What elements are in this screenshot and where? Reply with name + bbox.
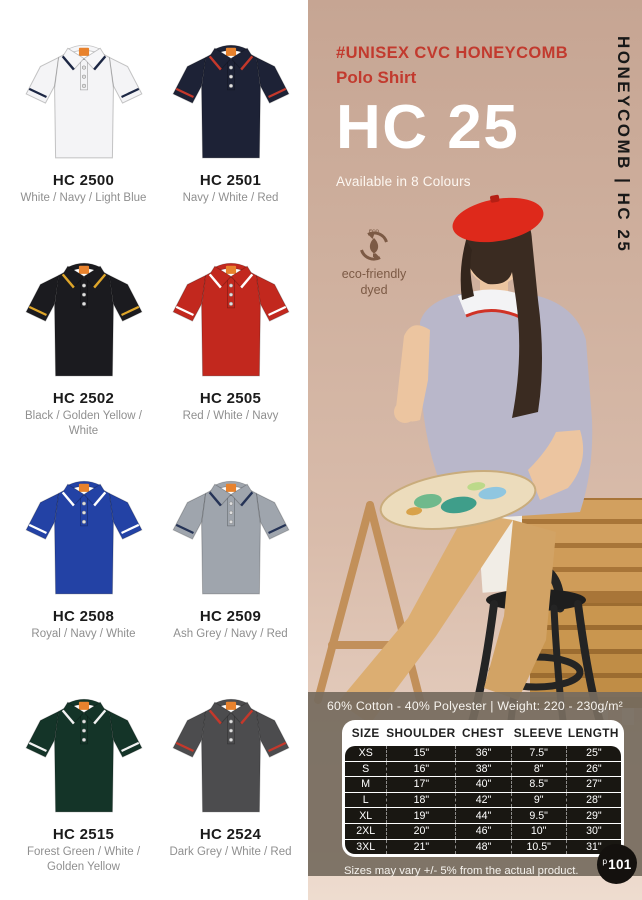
size-cell: 28"	[566, 793, 621, 808]
size-cell: 7.5"	[511, 746, 566, 761]
eco-friendly-mark	[332, 228, 416, 298]
title-block	[336, 44, 568, 189]
polo-shirt-image	[10, 250, 157, 388]
size-cell: 42"	[455, 793, 510, 808]
polo-shirt-image	[157, 250, 304, 388]
polo-shirt-image	[157, 468, 304, 606]
product-colorway: Ash Grey / Navy / Red	[173, 628, 288, 640]
size-cell: 15"	[386, 746, 455, 761]
polo-shirt-vector	[160, 686, 302, 820]
size-row	[345, 823, 621, 839]
product-colorway: Black / Golden Yellow / White	[25, 410, 142, 437]
eco-badge-text: ECO	[369, 228, 379, 234]
product-code: HC 2508	[52, 608, 115, 625]
product-code: HC 2509	[199, 608, 262, 625]
size-cell: 10.5"	[511, 840, 566, 855]
size-cell: M	[361, 778, 371, 791]
product-colorway: Forest Green / White / Golden Yellow	[26, 846, 141, 873]
polo-shirt-vector	[13, 686, 155, 820]
size-cell: 9.5"	[511, 808, 566, 823]
availability-note: Available in 8 Colours	[336, 174, 471, 189]
size-cell: 20"	[386, 824, 455, 839]
size-cell: XS	[358, 747, 373, 760]
page-number: 101	[608, 856, 632, 872]
product-code: HC 2524	[199, 826, 262, 843]
size-cell: 8.5"	[511, 777, 566, 792]
polo-shirt-vector	[160, 32, 302, 166]
page-prefix: p	[602, 856, 608, 866]
size-cell: 16"	[386, 762, 455, 777]
product-colorway: Dark Grey / White / Red	[169, 846, 292, 858]
product-card	[157, 26, 304, 244]
polo-shirt-vector	[13, 468, 155, 602]
fabric-info: 60% Cotton - 40% Polyester | Weight: 220 - 230g/m²	[327, 699, 623, 713]
size-cell: 30"	[566, 824, 621, 839]
size-cell: 9"	[511, 793, 566, 808]
size-cell: 10"	[511, 824, 566, 839]
recycle-icon	[356, 228, 392, 264]
size-cell: 40"	[455, 777, 510, 792]
product-code: HC 2505	[199, 390, 262, 407]
size-cell: 3XL	[356, 840, 376, 853]
product-card	[157, 462, 304, 680]
size-cell: 26"	[566, 762, 621, 777]
size-cell: 27"	[566, 777, 621, 792]
product-code: HC 2502	[52, 390, 115, 407]
side-tab-label: HONEYCOMB | HC 25	[614, 36, 633, 254]
size-row	[345, 746, 621, 761]
size-cell: 25"	[566, 746, 621, 761]
size-row	[345, 776, 621, 792]
product-grid	[0, 0, 308, 900]
size-cell: 36"	[455, 746, 510, 761]
size-cell: S	[362, 762, 370, 775]
polo-shirt-image	[157, 686, 304, 824]
polo-shirt-image	[10, 32, 157, 170]
product-colorway: Red / White / Navy	[182, 410, 279, 422]
size-row	[345, 807, 621, 823]
spec-band	[308, 692, 642, 876]
size-cell: 19"	[386, 808, 455, 823]
product-card	[157, 244, 304, 462]
size-row	[345, 792, 621, 808]
size-table-body	[345, 746, 621, 854]
category-hashtag: #UNISEX CVC HONEYCOMB	[336, 44, 569, 62]
size-cell: L	[362, 794, 369, 807]
size-col-header: SLEEVE	[513, 726, 563, 740]
size-col-header: LENGTH	[567, 726, 619, 740]
size-cell: 46"	[455, 824, 510, 839]
product-card	[10, 26, 157, 244]
polo-shirt-vector	[13, 32, 155, 166]
size-table-header	[345, 720, 621, 746]
size-cell: XL	[359, 809, 373, 822]
product-code: HC 2515	[52, 826, 115, 843]
product-code: HC 2501	[199, 172, 262, 189]
size-row	[345, 761, 621, 777]
size-cell: 44"	[455, 808, 510, 823]
beret	[448, 187, 547, 248]
polo-shirt-vector	[160, 468, 302, 602]
polo-shirt-image	[10, 468, 157, 606]
product-card	[157, 680, 304, 898]
product-colorway: White / Navy / Light Blue	[20, 192, 147, 204]
polo-shirt-vector	[13, 250, 155, 384]
polo-shirt-image	[10, 686, 157, 824]
polo-shirt-image	[157, 32, 304, 170]
size-col-header: SIZE	[351, 726, 380, 740]
product-colorway: Royal / Navy / White	[31, 628, 136, 640]
size-cell: 18"	[386, 793, 455, 808]
size-cell: 48"	[455, 840, 510, 855]
model-code: HC 25	[336, 93, 520, 162]
size-table	[342, 720, 624, 857]
eco-label: eco-friendly dyed	[341, 267, 407, 297]
product-card	[10, 680, 157, 898]
product-colorway: Navy / White / Red	[182, 192, 279, 204]
product-type: Polo Shirt	[336, 68, 417, 87]
size-cell: 17"	[386, 777, 455, 792]
size-cell: 38"	[455, 762, 510, 777]
size-cell: 21"	[386, 840, 455, 855]
size-disclaimer: Sizes may vary +/- 5% from the actual product.	[344, 865, 579, 878]
size-col-header: CHEST	[461, 726, 504, 740]
product-card	[10, 244, 157, 462]
size-cell: 29"	[566, 808, 621, 823]
size-row	[345, 839, 621, 855]
product-card	[10, 462, 157, 680]
product-code: HC 2500	[52, 172, 115, 189]
size-cell: 8"	[511, 762, 566, 777]
info-panel	[308, 0, 642, 900]
size-cell: 31"	[566, 840, 621, 855]
size-cell: 2XL	[356, 825, 376, 838]
size-col-header: SHOULDER	[386, 726, 456, 740]
polo-shirt-vector	[160, 250, 302, 384]
